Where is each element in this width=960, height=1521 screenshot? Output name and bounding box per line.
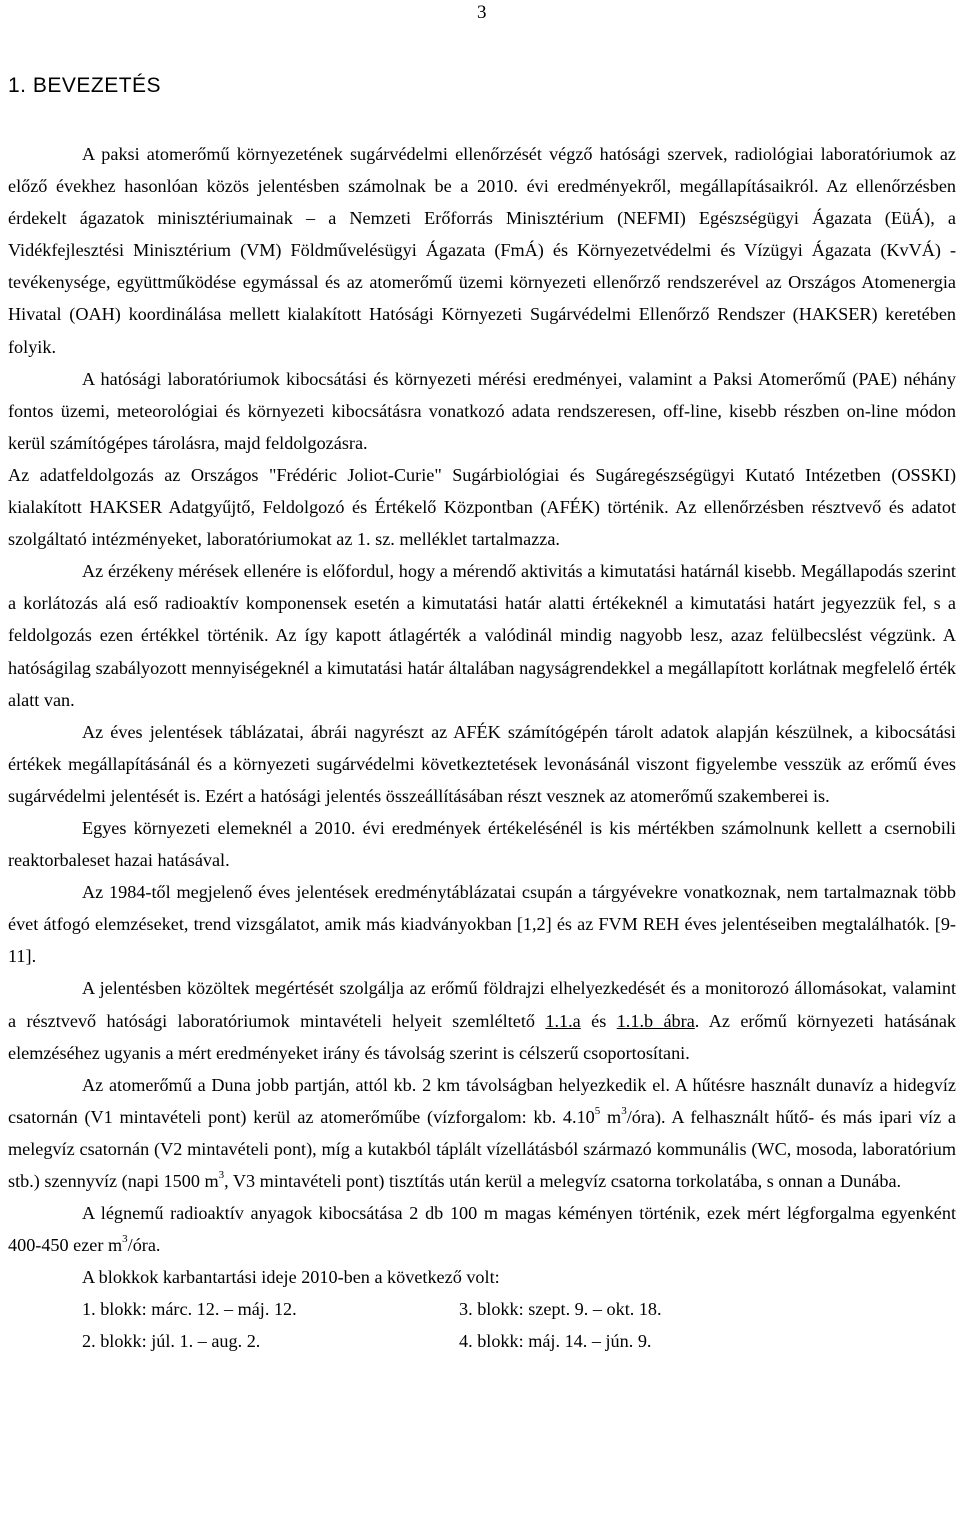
block-2-period: 2. blokk: júl. 1. – aug. 2. [82, 1331, 261, 1352]
block-1-period: 1. blokk: márc. 12. – máj. 12. [82, 1299, 297, 1320]
paragraph-location: A jelentésben közöltek megértését szolgálja az erőmű földrajzi elhelyezkedését és a monitorozó állomásokat, valamint a résztvevő hatósági laboratóriumok mintavételi helyeit szemléltető 1.1.a és 1.1.b ábra. Az erőmű környezeti hatásának elemzéséhez ugyanis a mért eredményeket irány és távolság szerint is célszerű csoportosítani. [8, 978, 957, 1063]
block-4-period: 4. blokk: máj. 14. – jún. 9. [459, 1331, 652, 1352]
document-body [8, 138, 956, 1358]
block-3-period: 3. blokk: szept. 9. – okt. 18. [459, 1299, 662, 1320]
paragraph-data-processing: Az adatfeldolgozás az Országos "Frédéric Joliot-Curie" Sugárbiológiai és Sugáregészségügyi Kutató Intézetben (OSSKI) kialakított HAKSER Adatgyűjtő, Feldolgozó és Értékelő Központban (AFÉK) történik. Az ellenőrzésben résztvevő és adatot szolgáltató intézményeket, laboratóriumokat az 1. sz. melléklet tartalmazza. [8, 464, 956, 550]
paragraph-result-tables: Az 1984-től megjelenő éves jelentések eredménytáblázatai csupán a tárgyévekre vonatkoznak, nem tartalmaznak több évet átfogó elemzéseket, trend vizsgálatot, amik más kiadványokban [1,2] és az FVM REH éves jelentéseiben megtalálhatók. [9-11]. [8, 882, 956, 967]
paragraph-chernobyl: Egyes környezeti elemeknél a 2010. évi eredmények értékelésénél is kis mértékben számolnunk kellett a csernobili reaktorbaleset hazai hatásával. [8, 817, 956, 871]
paragraph-lab-results: A hatósági laboratóriumok kibocsátási és környezeti mérési eredményei, valamint a Paksi Atomerőmű (PAE) néhány fontos üzemi, meteorológiai és környezeti kibocsátásra vonatkozó adata rendszeresen, off-line, kisebb részben on-line módon kerül számítógépes tárolásra, majd feldolgozásra. [8, 368, 956, 453]
page-number: 3 [477, 2, 487, 23]
maintenance-schedule [82, 1293, 956, 1357]
figure-reference-1-1-a[interactable]: 1.1.a [545, 1010, 581, 1031]
paragraph-maintenance: A blokkok karbantartási ideje 2010-ben a következő volt: [82, 1267, 500, 1288]
section-heading: 1. BEVEZETÉS [8, 74, 162, 97]
paragraph-danube-water: Az atomerőmű a Duna jobb partján, attól kb. 2 km távolságban helyezkedik el. A hűtésre használt dunavíz a hidegvíz csatornán (V1 mintavételi pont) kerül az atomerőműbe (vízforgalom: kb. 4.10$^5$ $m^3/óra$). A felhasznált hűtő- és más ipari víz a melegvíz csatornán (V2 mintavételi pont), míg a kutakból táplált vízellátásból származó kommunális (WC, mosoda, laboratórium stb.) szennyvíz (napi 1500 $m^3$, V3 mintavételi pont) tisztítás után kerül a melegvíz csatorna torkolatába, s onnan a Dunába. [8, 1074, 956, 1191]
paragraph-intro: A paksi atomerőmű környezetének sugárvédelmi ellenőrzését végző hatósági szervek, radiológiai laboratóriumok az előző évekhez hasonlóan közös jelentésben számolnak be a 2010. évi eredményekről, megállapításaikról. Az ellenőrzésben érdekelt ágazatok minisztériumainak – a Nemzeti Erőforrás Minisztérium (NEFMI) Egészségügyi Ágazata (EüÁ), a Vidékfejlesztési Minisztérium (VM) Földművelésügyi Ágazata (FmÁ) és Környezetvédelmi és Vízügyi Ágazata (KvVÁ) - tevékenysége, együttműködése egymással és az atomerőmű üzemi környezeti ellenőrző rendszerével az Országos Atomenergia Hivatal (OAH) koordinálása mellett kialakított Hatósági Környezeti Sugárvédelmi Ellenőrző Rendszer (HAKSER) keretében folyik. [8, 144, 956, 357]
paragraph-annual-reports: Az éves jelentések táblázatai, ábrái nagyrészt az AFÉK számítógépén tárolt adatok alapján készülnek, a kibocsátási értékek megállapításánál és a környezeti sugárvédelmi következtetések levonásánál viszont figyelembe vesszük az erőmű éves sugárvédelmi jelentését is. Ezért a hatósági jelentés összeállításában részt vesznek az atomerőmű szakemberei is. [8, 721, 956, 806]
paragraph-detection-limit: Az érzékeny mérések ellenére is előfordul, hogy a mérendő aktivitás a kimutatási határnál kisebb. Megállapodás szerint a korlátozás alá eső radioaktív komponensek esetén a kimutatási határ alatti értékeknél a kimutatási határt jegyezzük fel, s a feldolgozás ezen értékkel történik. Az így kapott átlagérték a valódinál mindig nagyobb lesz, azaz felülbecslést végzünk. A hatóságilag szabályozott mennyiségeknél a kimutatási határ általában nagyságrendekkel a megállapított korlátnak megfelelő érték alatt van. [8, 561, 956, 710]
paragraph-gaseous-release: A légnemű radioaktív anyagok kibocsátása 2 db 100 m magas kéményen történik, ezek mért légforgalma egyenként 400-450 ezer $m^3$/óra. [8, 1203, 956, 1256]
figure-reference-1-1-b[interactable]: 1.1.b ábra [616, 1010, 695, 1031]
